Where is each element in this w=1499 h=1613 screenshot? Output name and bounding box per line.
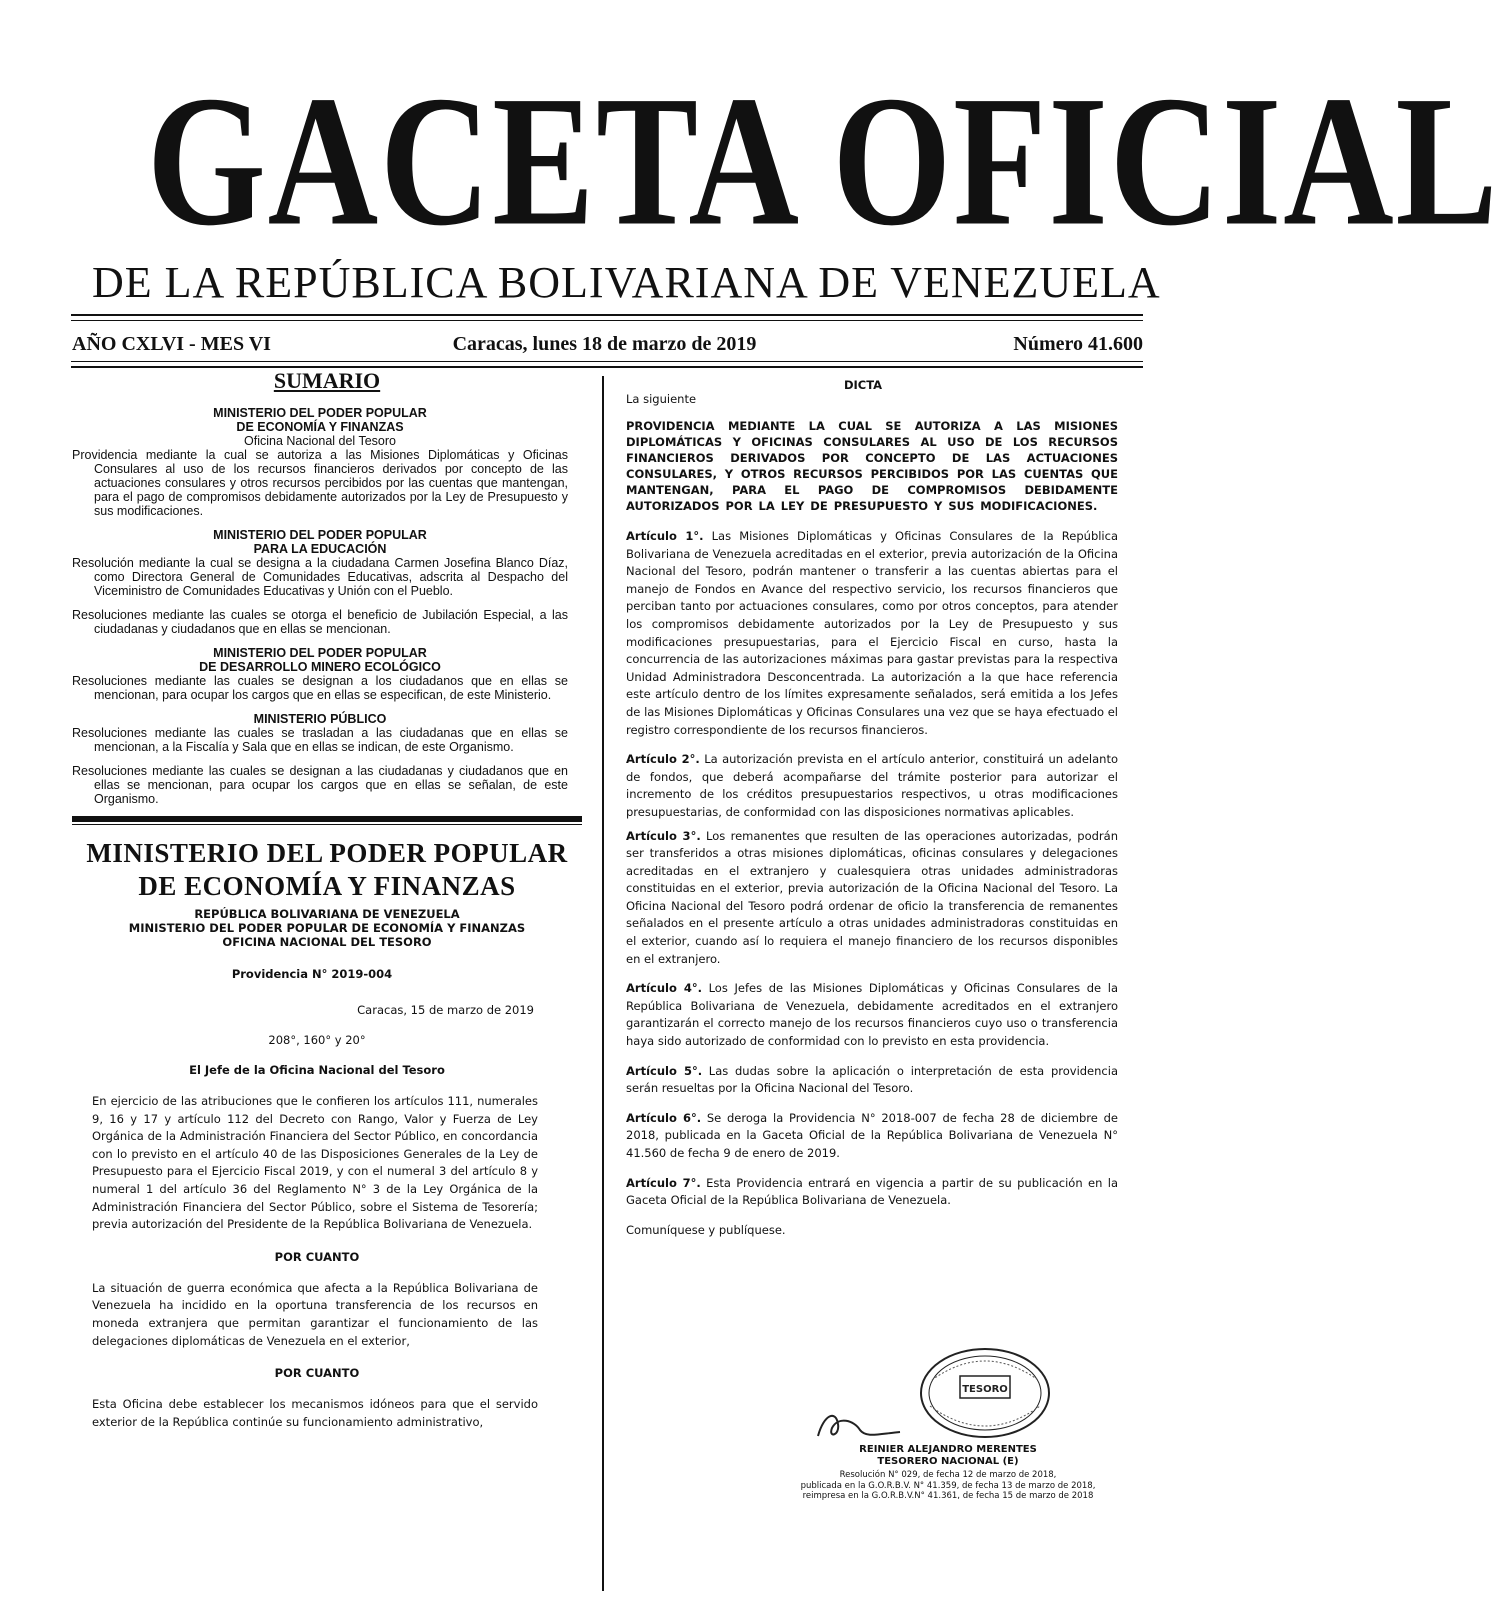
signer-notes xyxy=(738,1470,1158,1502)
signature-block xyxy=(648,1346,1118,1576)
article-text: Esta Providencia entrará en vigencia a partir de su publicación en la Gaceta Oficial de la República Bolivariana de Venezuela. xyxy=(626,1175,1118,1208)
providencia-number: Providencia N° 2019-004 xyxy=(231,967,393,981)
official-seal-icon xyxy=(918,1346,1052,1440)
masthead-subtitle: DE LA REPÚBLICA BOLIVARIANA DE VENEZUELA xyxy=(92,258,1161,307)
sumario-ministry: PARA LA EDUCACIÓN xyxy=(253,542,387,556)
sumario-ministry: MINISTERIO DEL PODER POPULAR xyxy=(213,646,427,660)
sumario-ministry: MINISTERIO DEL PODER POPULAR xyxy=(213,528,427,542)
article-text: Las dudas sobre la aplicación o interpretación de esta providencia serán resueltas por la Oficina Nacional del Tesoro. xyxy=(626,1063,1118,1096)
issue-place-date: Caracas, lunes 18 de marzo de 2019 xyxy=(452,333,757,355)
section-rule xyxy=(72,824,582,825)
article-label: Artículo 4°. xyxy=(626,981,702,996)
por-cuanto-text: La situación de guerra económica que afecta a la República Bolivariana de Venezuela ha incidido en la oportuna transferencia de los recursos en moneda extranjera que permitan garantizar el funcionamiento de las delegaciones diplomáticas de Venezuela en el exterior, xyxy=(92,1280,538,1348)
signer-note: publicada en la G.O.R.B.V. N° 41.359, de fecha 13 de marzo de 2018, xyxy=(800,1480,1096,1491)
section-rule xyxy=(72,816,582,822)
signer-note: Resolución N° 029, de fecha 12 de marzo de 2018, xyxy=(839,1470,1057,1480)
article-6 xyxy=(626,1110,1118,1163)
article-4 xyxy=(626,980,1118,1050)
sumario-section xyxy=(72,406,582,806)
article-label: Artículo 5°. xyxy=(626,1063,703,1078)
sumario-entry: Resoluciones mediante las cuales se designan a las ciudadanas y ciudadanos que en ellas se mencionan, para ocupar los cargos que en ellas se señalan, de este Organismo. xyxy=(72,764,568,806)
article-text: Los Jefes de las Misiones Diplomáticas y Oficinas Consulares de la República Bolivariana de Venezuela, debidamente acreditados en el extranjero garantizarán el correcto manejo de los recursos financieros cuyo uso o transferencia haya sido autorizado de conformidad con lo previsto en esta providencia. xyxy=(626,981,1118,1049)
por-cuanto-text: Esta Oficina debe establecer los mecanismos idóneos para que el servido exterior de la República continúe su funcionamiento administrativo, xyxy=(92,1397,538,1429)
articles-list xyxy=(626,528,1118,1239)
header-rule xyxy=(71,314,1143,316)
sumario-ministry: DE ECONOMÍA Y FINANZAS xyxy=(236,420,404,434)
sumario-entry: Resoluciones mediante las cuales se designan a los ciudadanos que en ellas se mencionan, para ocupar los cargos que en ellas se especifican, de este Ministerio. xyxy=(72,674,568,702)
sumario-entry: Resolución mediante la cual se designa a la ciudadana Carmen Josefina Blanco Díaz, como Directora General de Comunidades Educativas, adscrita al Despacho del Viceministro de Comunidades Educativas y Unión con el Pueblo. xyxy=(72,556,568,598)
dicta-label: DICTA xyxy=(843,378,883,392)
right-column xyxy=(626,378,1119,1501)
document-heading: MINISTERIO DEL PODER POPULAR DE ECONOMÍA Y FINANZAS xyxy=(128,921,526,935)
article-7 xyxy=(626,1175,1118,1210)
article-text: Las Misiones Diplomáticas y Oficinas Consulares de la República Bolivariana de Venezuela acreditadas en el exterior, previa autorización de la Oficina Nacional del Tesoro, podrán mantener o transferir a las cuentas abiertas para el manejo de Fondos en Avance del respectivo servicio, los recursos financieros que perciban tanto por actuaciones consulares, como por otros conceptos, para atender los compromisos debidamente autorizados por la Ley de Presupuesto y sus modificaciones presupuestarias, para el Ejercicio Fiscal en curso, hasta la concurrencia de las autorizaciones máximas para gastar previstas para la respectiva Unidad Administradora Desconcentrada. La autorización a la que hace referencia este artículo dentro de los límites expresamente señalados, será emitida a los Jefes de las Misiones Diplomáticas y Oficinas Consulares una vez que se haya efectuado el registro correspondiente de los recursos financieros. xyxy=(626,529,1119,737)
sumario-entry: Resoluciones mediante las cuales se otorga el beneficio de Jubilación Especial, a las ciudadanas y ciudadanos que en ellas se mencionan. xyxy=(72,608,568,636)
article-text: La autorización prevista en el artículo anterior, constituirá un adelanto de fondos, que deberá acompañarse del trámite posterior para autorizar el incremento de los créditos presupuestarios respectivos, u otras modificaciones presupuestarias, de conformidad con las disposiciones normativas aplicables. xyxy=(626,752,1119,819)
article-1 xyxy=(626,528,1118,739)
por-cuanto-label: POR CUANTO xyxy=(274,1249,360,1264)
left-column xyxy=(72,368,582,1431)
la-siguiente: La siguiente xyxy=(626,392,697,406)
article-label: Artículo 6°. xyxy=(626,1110,702,1125)
ministry-header: DE ECONOMÍA Y FINANZAS xyxy=(138,871,516,901)
column-divider xyxy=(602,376,604,1591)
sumario-ministry: MINISTERIO PÚBLICO xyxy=(253,712,387,726)
sumario-office: Oficina Nacional del Tesoro xyxy=(244,434,396,448)
article-3 xyxy=(626,828,1118,969)
article-label: Artículo 2°. xyxy=(626,752,700,767)
issue-number: Número 41.600 xyxy=(1013,333,1143,355)
signer-title: TESORERO NACIONAL (E) xyxy=(877,1456,1019,1467)
document-preamble: En ejercicio de las atribuciones que le confieren los artículos 111, numerales 9, 16 y 17 y artículo 112 del Decreto con Rango, Valor y Fuerza de Ley Orgánica de la Administración Financiera del Sector Público, en concordancia con lo previsto en el artículo 40 de las Disposiciones Generales de la Ley de Presupuesto para el Ejercicio Fiscal 2019, y con el numeral 3 del artículo 8 y numeral 1 del artículo 36 del Reglamento N° 3 de la Ley Orgánica de la Administración Financiera del Sector Público, sobre el Sistema de Tesorería; previa autorización del Presidente de la República Bolivariana de Venezuela. xyxy=(92,1094,538,1232)
document-years: 208°, 160° y 20° xyxy=(268,1033,366,1047)
header-rule xyxy=(71,320,1143,321)
providencia-title: PROVIDENCIA MEDIANTE LA CUAL SE AUTORIZA A LAS MISIONES DIPLOMÁTICAS Y OFICINAS CONSULARES AL USO DE LOS RECURSOS FINANCIEROS DERIVADOS POR CONCEPTO DE LAS ACTUACIONES CONSULARES, Y OTROS RECURSOS PERCIBIDOS POR LAS CUENTAS QUE MANTENGAN, PARA EL PAGO DE COMPROMISOS DEBIDAMENTE AUTORIZADOS POR LA LEY DE PRESUPUESTO Y SUS MODIFICACIONES. xyxy=(626,419,1118,513)
sumario-entry: Providencia mediante la cual se autoriza a las Misiones Diplomáticas y Oficinas Consulares al uso de los recursos financieros derivados por concepto de las actuaciones consulares y otros recursos percibidos por las cuentas que mantengan, para el pago de compromisos debidamente autorizados por la Ley de Presupuesto y sus modificaciones. xyxy=(72,448,568,518)
masthead-title: GACETA OFICIAL xyxy=(146,56,1499,265)
document-heading: REPÚBLICA BOLIVARIANA DE VENEZUELA xyxy=(194,907,460,921)
document-date: Caracas, 15 de marzo de 2019 xyxy=(357,1003,534,1017)
closing-text: Comuníquese y publíquese. xyxy=(626,1222,786,1237)
sumario-entry: Resoluciones mediante las cuales se trasladan a las ciudadanas que en ellas se mencionan, a la Fiscalía y Sala que en ellas se indican, de este Organismo. xyxy=(72,726,568,754)
article-2 xyxy=(626,751,1118,821)
article-label: Artículo 7°. xyxy=(626,1175,701,1190)
signer-name: REINIER ALEJANDRO MERENTES xyxy=(859,1444,1037,1455)
svg-text:TESORO: TESORO xyxy=(962,1384,1008,1395)
article-text: Los remanentes que resulten de las operaciones autorizadas, podrán ser transferidos a otras misiones diplomáticas, oficinas consulares y delegaciones acreditadas en el extranjero y cualesquiera otras unidades administradoras constituidas en el exterior, previa autorización de la Oficina Nacional del Tesoro. La Oficina Nacional del Tesoro podrá ordenar de oficio la transferencia de remanentes señalados en el presente artículo a otras unidades administradoras constituidas en el exterior, cuando así lo requiera el manejo financiero de los recursos disponibles en el extranjero. xyxy=(626,828,1118,966)
ministry-header: MINISTERIO DEL PODER POPULAR xyxy=(86,838,568,868)
handwritten-signature-icon xyxy=(814,1406,904,1442)
sumario-ministry: MINISTERIO DEL PODER POPULAR xyxy=(213,406,427,420)
sumario-ministry: DE DESARROLLO MINERO ECOLÓGICO xyxy=(199,660,441,674)
por-cuanto-label: POR CUANTO xyxy=(274,1366,360,1381)
article-label: Artículo 3°. xyxy=(626,828,701,843)
sumario-title: SUMARIO xyxy=(273,368,381,393)
document-authority: El Jefe de la Oficina Nacional del Tesoro xyxy=(189,1063,445,1077)
issue-year-month: AÑO CXLVI - MES VI xyxy=(72,333,271,355)
article-text: Se deroga la Providencia N° 2018-007 de fecha 28 de diciembre de 2018, publicada en la Gaceta Oficial de la República Bolivariana de Venezuela N° 41.560 de fecha 9 de enero de 2019. xyxy=(626,1110,1118,1160)
document-heading: OFICINA NACIONAL DEL TESORO xyxy=(222,935,432,949)
article-5 xyxy=(626,1063,1118,1098)
signer-note: reimpresa en la G.O.R.B.V.N° 41.361, de fecha 15 de marzo de 2018 xyxy=(802,1491,1094,1501)
signer-block xyxy=(738,1444,1158,1468)
header-rule xyxy=(71,361,1143,362)
article-label: Artículo 1°. xyxy=(626,529,704,543)
